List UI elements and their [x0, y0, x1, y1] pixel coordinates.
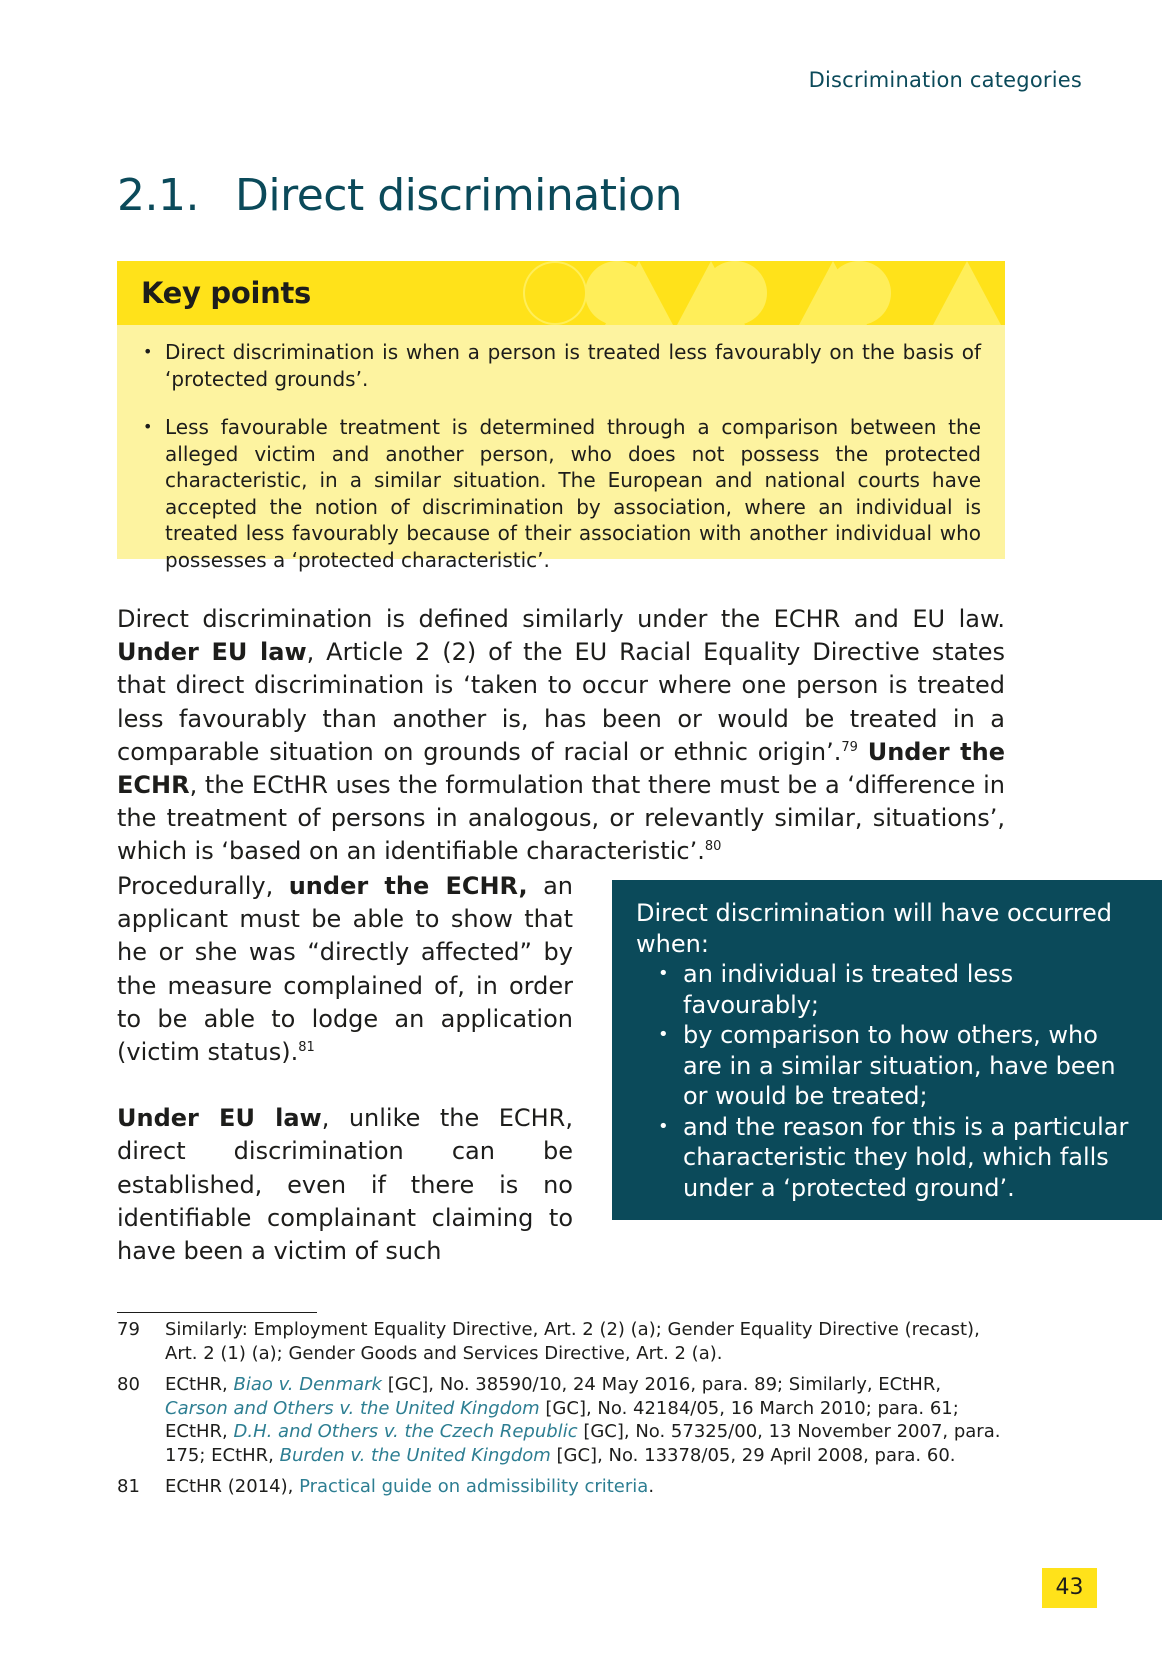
deco-circle — [703, 261, 767, 325]
admissibility-guide-link[interactable]: Practical guide on admissibility criteria — [299, 1476, 649, 1497]
callout-intro: Direct discrimination will have occurred when: — [636, 899, 1113, 958]
bold-run: Under the ECHR — [117, 737, 1005, 800]
text-run: [GC], No. 13378/05, 29 April 2008, para. 60. — [550, 1444, 956, 1466]
key-point-item: • Less favourable treatment is determined through a comparison between the alleged victim and another person, who does not possess the protected characteristic, in a similar situation. The European and national courts have accepted the notion of discrimination by association, where an individual is treated less favourably because of their association with another individual who possesses a ‘protected characteristic’. — [165, 414, 981, 573]
text-run: ECtHR, — [165, 1374, 234, 1395]
text-run: . — [648, 1476, 655, 1497]
case-link-biao[interactable]: Biao v. Denmark — [233, 1374, 382, 1395]
footnote-number: 81 — [117, 1476, 140, 1497]
bold-run: under the ECHR, — [288, 872, 528, 900]
text-run: an applicant must be able to show that he or she was “directly affected” by the measure complained of, in order to be able to lodge an application (victim status). — [117, 872, 573, 1067]
decorative-shapes-pattern — [487, 261, 1005, 325]
deco-circle — [525, 263, 585, 323]
bold-run: Under EU law — [117, 638, 307, 667]
case-link-carson[interactable]: Carson and Others v. the United Kingdom — [165, 1397, 540, 1419]
footnote-number: 79 — [117, 1319, 140, 1340]
text-run: , Article 2 (2) of the EU Racial Equality Directive states that direct discrimination is ‘taken to occur where one person is treated less favourably than another is, has been or would be treated in a comparable situation on grounds of racial or ethnic origin’. — [117, 638, 1005, 766]
key-points-header — [117, 261, 1005, 325]
key-points-box — [117, 261, 1005, 572]
footnote-ref-80[interactable]: 80 — [704, 839, 722, 855]
text-run: [GC], No. 42184/05, 16 March 2010; para. 61; ECtHR, — [165, 1397, 959, 1442]
key-point-item: • Direct discrimination is when a person is treated less favourably on the basis of ‘protected grounds’. — [165, 339, 981, 392]
key-points-list — [117, 325, 1005, 573]
deco-triangle — [933, 261, 1001, 325]
footnote-79 — [117, 1318, 1007, 1365]
text-run: [GC], No. 38590/10, 24 May 2016, para. 89; Similarly, ECtHR, — [381, 1374, 942, 1395]
footnote-separator — [117, 1312, 317, 1313]
callout-list — [636, 959, 1138, 1203]
running-header: Discrimination categories — [808, 68, 1082, 92]
footnote-ref-79[interactable]: 79 — [841, 739, 858, 755]
text-run: ECtHR (2014), — [165, 1476, 300, 1497]
page-number: 43 — [1042, 1568, 1097, 1608]
text-run: [GC], No. 57325/00, 13 November 2007, para. 175; ECtHR, — [165, 1421, 1001, 1466]
footnotes — [117, 1318, 1007, 1507]
text-run: Direct discrimination is defined similarly under the ECHR and EU law. — [117, 605, 1005, 633]
section-title: Direct discrimination — [235, 170, 683, 221]
body-paragraph-2 — [117, 870, 573, 1069]
text-run: , unlike the ECHR, direct discrimination can be established, even if there is no identifiable complainant claiming to have been a victim of such — [117, 1104, 573, 1266]
case-link-dh[interactable]: D.H. and Others v. the Czech Republic — [233, 1421, 578, 1442]
body-paragraph-1 — [117, 603, 1005, 869]
key-points-heading: Key points — [141, 276, 312, 310]
footnote-81 — [117, 1475, 1007, 1499]
body-paragraph-3 — [117, 1102, 573, 1268]
callout-item: • by comparison to how others, who are in a similar situation, have been or would be treated; — [683, 1020, 1138, 1112]
case-link-burden[interactable]: Burden v. the United Kingdom — [279, 1444, 551, 1466]
deco-circle — [827, 261, 891, 325]
bold-run: Under EU law — [117, 1104, 322, 1133]
footnote-text: Similarly: Employment Equality Directive, Art. 2 (2) (a); Gender Equality Directive (recast), Art. 2 (1) (a); Gender Goods and Services Directive, Art. 2 (a). — [165, 1319, 980, 1364]
footnote-80 — [117, 1373, 1007, 1467]
callout-item: • and the reason for this is a particular characteristic they hold, which falls under a ‘protected ground’. — [683, 1112, 1138, 1204]
footnote-number: 80 — [117, 1374, 140, 1395]
text-run: , the ECtHR uses the formulation that there must be a ‘difference in the treatment of persons in analogous, or relevantly similar, situations’, which is ‘based on an identifiable characteristic’. — [117, 771, 1005, 866]
section-heading — [117, 170, 682, 221]
left-column — [117, 870, 573, 1301]
footnote-ref-81[interactable]: 81 — [298, 1040, 315, 1056]
section-number: 2.1. — [117, 170, 199, 221]
callout-item: • an individual is treated less favourably; — [683, 959, 1138, 1020]
text-run: Procedurally, — [117, 872, 289, 900]
callout-box — [612, 880, 1162, 1220]
